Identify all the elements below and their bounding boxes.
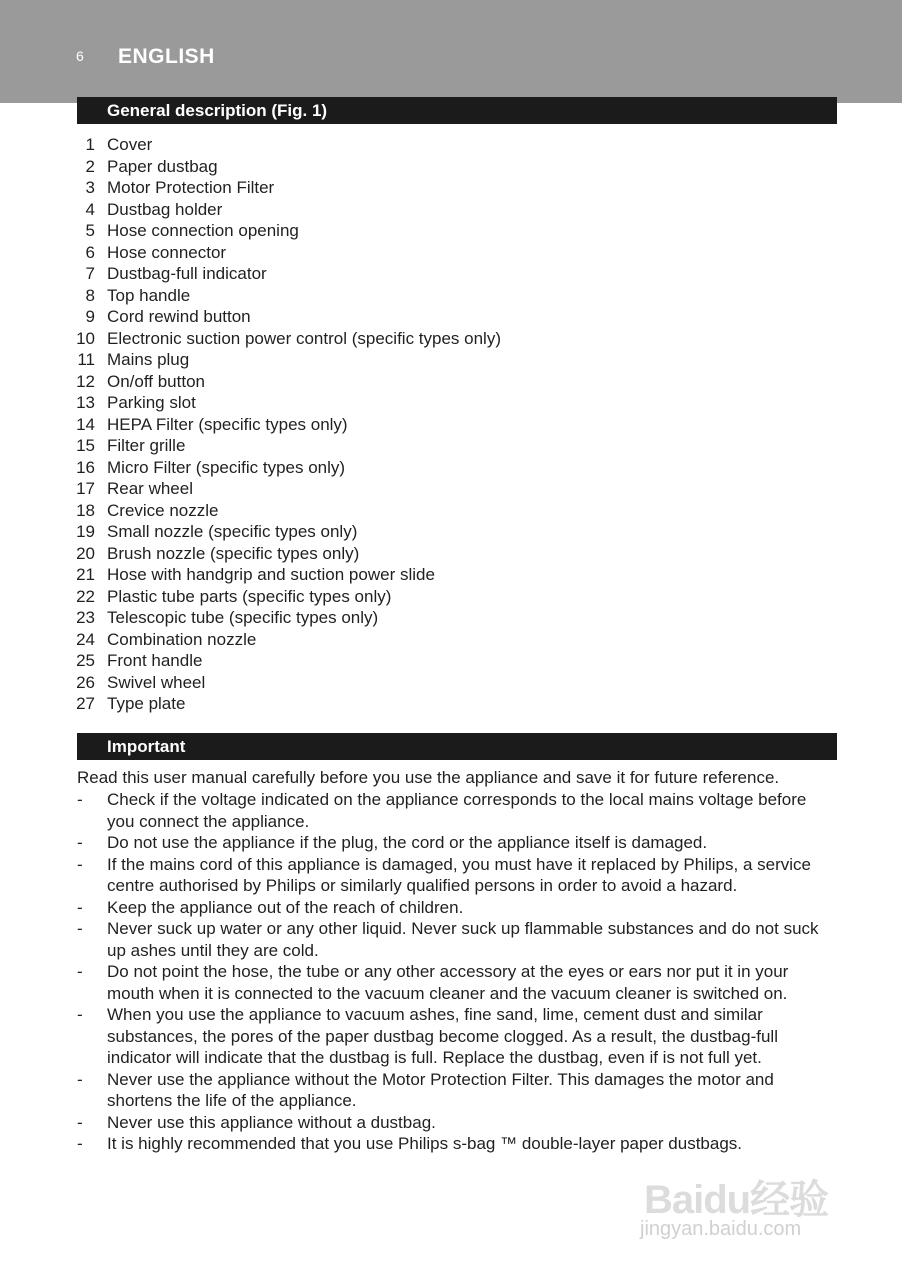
safety-bullet: [77, 789, 837, 832]
list-item-number: 27: [76, 694, 95, 713]
header-band: [0, 0, 902, 103]
bullet-text: If the mains cord of this appliance is damaged, you must have it replaced by Philips, a service centre authorised by Philips or similarly qualified persons in order to avoid a hazard.: [107, 854, 811, 895]
safety-bullet: [77, 1112, 837, 1134]
list-item-label: Parking slot: [107, 393, 196, 412]
section-heading-important: Important: [77, 733, 837, 760]
list-item-label: Electronic suction power control (specific types only): [107, 328, 501, 348]
list-item-number: 25: [76, 651, 95, 670]
watermark-url: jingyan.baidu.com: [640, 1218, 802, 1240]
list-item-label: Top handle: [107, 285, 191, 305]
list-item-label: Brush nozzle (specific types only): [107, 543, 360, 563]
bullet-text: When you use the appliance to vacuum ashes, fine sand, lime, cement dust and similar substances, the pores of the paper dustbag become clogged. As a result, the dustbag-full indicator will indicate that the dustbag is full. Replace the dustbag, even if is not full yet.: [107, 1005, 778, 1067]
list-item-label: Hose connector: [107, 242, 227, 262]
bullet-dash: -: [77, 1069, 83, 1089]
list-item-number: 4: [85, 199, 95, 219]
list-item-number: 24: [76, 629, 95, 649]
bullet-dash: -: [77, 790, 83, 809]
list-item-label: Combination nozzle: [107, 629, 257, 649]
bullet-text: It is highly recommended that you use Philips s-bag ™ double-layer paper dustbags.: [107, 1134, 743, 1153]
bullet-text: Do not use the appliance if the plug, the cord or the appliance itself is damaged.: [107, 833, 708, 852]
list-item-number: 8: [85, 285, 95, 305]
list-item-label: Motor Protection Filter: [107, 178, 275, 197]
list-item-number: 26: [76, 672, 95, 692]
list-item-label: Mains plug: [107, 350, 190, 369]
bullet-dash: -: [77, 919, 83, 938]
bullet-text: Check if the voltage indicated on the appliance corresponds to the local mains voltage before you connect the appliance.: [107, 790, 807, 831]
list-item-label: Dustbag holder: [107, 199, 223, 219]
list-item-label: Paper dustbag: [107, 156, 218, 176]
list-item-label: Hose connection opening: [107, 221, 299, 240]
bullet-text: Keep the appliance out of the reach of children.: [107, 897, 464, 917]
list-item-label: On/off button: [107, 371, 205, 391]
list-item-number: 10: [76, 328, 95, 348]
page-number: 6: [76, 48, 84, 64]
bullet-dash: -: [77, 1005, 83, 1024]
safety-bullet: [77, 1004, 837, 1069]
bullet-text: Never suck up water or any other liquid. Never suck up flammable substances and do not suck up ashes until they are cold.: [107, 919, 819, 960]
list-item-number: 7: [85, 264, 95, 283]
safety-bullet: [77, 897, 837, 919]
list-item-label: Plastic tube parts (specific types only): [107, 586, 392, 606]
baidu-watermark: [640, 1150, 850, 1250]
list-item-number: 17: [76, 479, 95, 498]
safety-bullet: [77, 918, 837, 961]
safety-bullet: [77, 832, 837, 854]
list-item-label: Front handle: [107, 651, 203, 670]
list-item-label: Cover: [107, 135, 153, 154]
safety-bullet-list: [77, 789, 837, 1155]
safety-bullet: [77, 961, 837, 1004]
language-label: ENGLISH: [118, 45, 215, 68]
list-item-number: 16: [76, 457, 95, 477]
watermark-brand: Baidu经验: [644, 1178, 829, 1222]
list-item-label: Dustbag-full indicator: [107, 264, 267, 283]
list-item-number: 9: [85, 307, 95, 326]
bullet-text: Never use the appliance without the Motor Protection Filter. This damages the motor and shortens the life of the appliance.: [107, 1069, 774, 1110]
bullet-dash: -: [77, 962, 83, 981]
list-item-number: 23: [76, 608, 95, 627]
list-item-number: 6: [85, 242, 95, 262]
list-item-number: 22: [76, 586, 95, 606]
list-item-label: Cord rewind button: [107, 307, 251, 326]
list-item-number: 15: [76, 436, 95, 455]
important-intro: Read this user manual carefully before you use the appliance and save it for future reference.: [77, 768, 780, 787]
bullet-text: Never use this appliance without a dustbag.: [107, 1112, 436, 1132]
list-item-number: 14: [76, 414, 95, 434]
bullet-dash: -: [77, 1134, 83, 1153]
list-item-number: 13: [76, 393, 95, 412]
list-item-label: Swivel wheel: [107, 672, 206, 692]
list-item-number: 18: [76, 500, 95, 520]
bullet-dash: -: [77, 1112, 83, 1132]
list-item-label: HEPA Filter (specific types only): [107, 414, 348, 434]
list-item-label: Small nozzle (specific types only): [107, 522, 358, 541]
list-item-number: 21: [76, 565, 95, 584]
list-item-number: 12: [76, 371, 95, 391]
bullet-dash: -: [77, 833, 83, 852]
section-heading-general-description: General description (Fig. 1): [77, 97, 837, 124]
list-item-label: Hose with handgrip and suction power slide: [107, 565, 435, 584]
list-item-label: Telescopic tube (specific types only): [107, 608, 379, 627]
list-item-label: Micro Filter (specific types only): [107, 457, 346, 477]
list-item-label: Crevice nozzle: [107, 500, 219, 520]
list-item-label: Rear wheel: [107, 479, 193, 498]
list-item-number: 2: [85, 156, 95, 176]
bullet-dash: -: [77, 897, 83, 917]
list-item-label: Type plate: [107, 694, 186, 713]
safety-bullet: [77, 1069, 837, 1112]
list-item-label: Filter grille: [107, 436, 186, 455]
list-item-number: 11: [77, 350, 95, 369]
bullet-text: Do not point the hose, the tube or any other accessory at the eyes or ears nor put it in your mouth when it is connected to the vacuum cleaner and the vacuum cleaner is switched on.: [107, 962, 789, 1003]
list-item-number: 1: [85, 135, 95, 154]
bullet-dash: -: [77, 854, 83, 874]
list-item-number: 5: [85, 221, 95, 240]
list-item-number: 19: [76, 522, 95, 541]
safety-bullet: [77, 854, 837, 897]
list-item-number: 3: [85, 178, 95, 197]
list-item-number: 20: [76, 543, 95, 563]
